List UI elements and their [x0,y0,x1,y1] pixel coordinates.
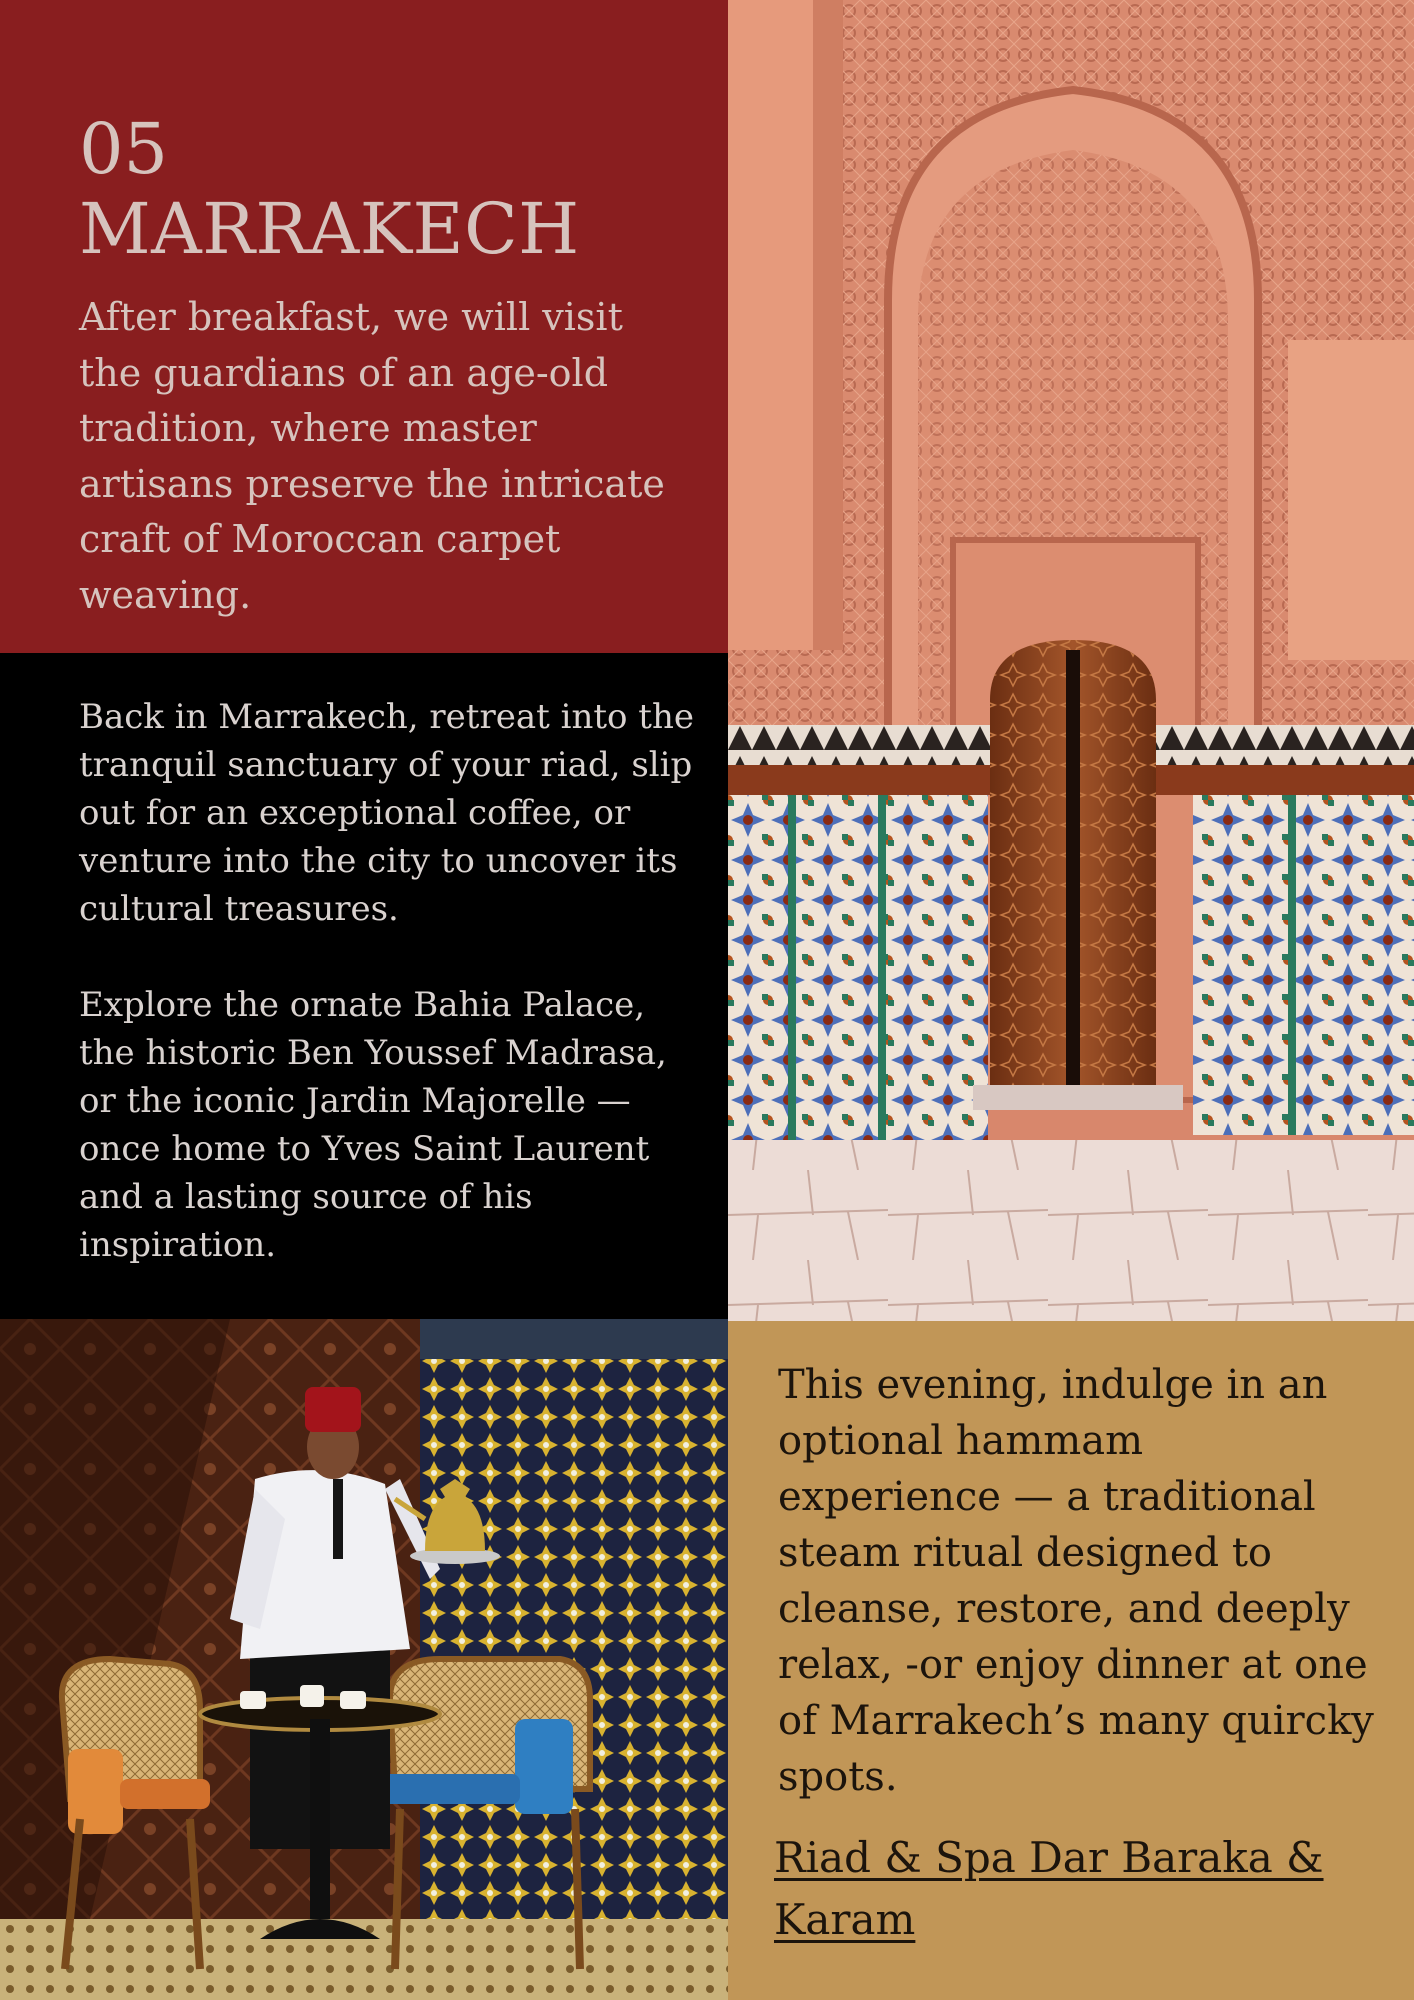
tea-service-illustration [0,1319,728,2000]
city-title: MARRAKECH [79,188,580,270]
sights-paragraph: Explore the ornate Bahia Palace, the historic Ben Youssef Madrasa, or the iconic Jardin Majorelle — once home to Yves Saint Laurent and a lasting source of his inspiration. [79,985,667,1265]
evening-panel [728,1321,1414,2000]
tea-service-photo [0,1319,728,2000]
hotel-link[interactable]: Riad & Spa Dar Baraka & Karam [774,1833,1324,1944]
intro-panel [0,0,728,653]
intro-paragraph: After breakfast, we will visit the guardians of an age-old tradition, where master artisans preserve the intricate craft of Moroccan carpet weaving. [79,295,665,617]
description-panel [0,653,728,1319]
evening-paragraph: This evening, indulge in an optional hammam experience — a traditional steam ritual designed to cleanse, restore, and deeply relax, -or enjoy dinner at one of Marrakech’s many quircky spots. [778,1362,1374,1800]
riad-paragraph: Back in Marrakech, retreat into the tranquil sanctuary of your riad, slip out for an exceptional coffee, or venture into the city to uncover its cultural treasures. [79,697,694,929]
madrasa-doorway-photo [728,0,1414,1321]
day-number: 05 [79,108,169,190]
madrasa-doorway-illustration [728,0,1414,1321]
